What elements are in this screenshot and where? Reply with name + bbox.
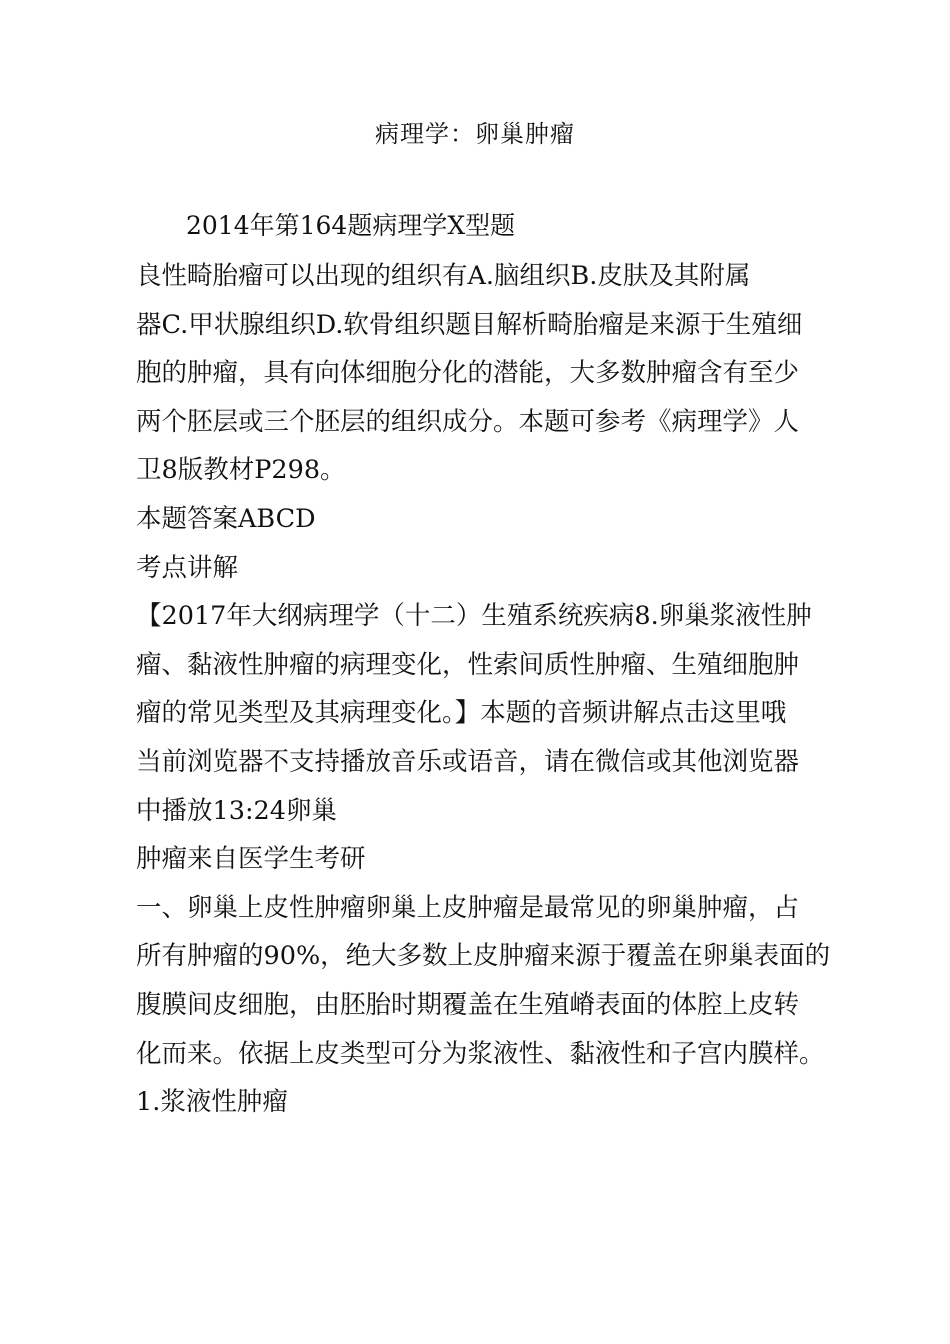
- body-line: 瘤、黏液性肿瘤的病理变化，性索间质性肿瘤、生殖细胞肿: [136, 649, 800, 680]
- body-line: 卫8版教材P298。: [136, 455, 346, 486]
- body-line: 中播放13:24卵巢: [136, 795, 337, 826]
- body-line: 器C.甲状腺组织D.软骨组织题目解析畸胎瘤是来源于生殖细: [136, 309, 803, 340]
- section-label: 考点讲解: [136, 552, 239, 583]
- body-line: 所有肿瘤的90%，绝大多数上皮肿瘤来源于覆盖在卵巢表面的: [136, 941, 831, 972]
- document-title: 病理学：卵巢肿瘤: [375, 120, 575, 148]
- body-line: 腹膜间皮细胞，由胚胎时期覆盖在生殖嵴表面的体腔上皮转: [136, 989, 800, 1020]
- body-line: 瘤的常见类型及其病理变化。】本题的音频讲解点击这里哦: [136, 698, 787, 729]
- body-line: 两个胚层或三个胚层的组织成分。本题可参考《病理学》人: [136, 406, 800, 437]
- body-line: 胞的肿瘤，具有向体细胞分化的潜能，大多数肿瘤含有至少: [136, 358, 800, 389]
- question-heading: 2014年第164题病理学X型题: [186, 211, 516, 240]
- document-body: [136, 256, 831, 1131]
- body-line: 当前浏览器不支持播放音乐或语音，请在微信或其他浏览器: [136, 746, 800, 777]
- body-line: 肿瘤来自医学生考研: [136, 844, 366, 875]
- section-heading: 1.浆液性肿瘤: [136, 1087, 288, 1118]
- answer-line: 本题答案ABCD: [136, 503, 316, 534]
- body-line: 化而来。依据上皮类型可分为浆液性、黏液性和子宫内膜样。: [136, 1038, 825, 1069]
- body-line: 一、卵巢上皮性肿瘤卵巢上皮肿瘤是最常见的卵巢肿瘤，占: [136, 892, 800, 923]
- body-line: 【2017年大纲病理学（十二）生殖系统疾病8.卵巢浆液性肿: [136, 601, 812, 632]
- body-line: 良性畸胎瘤可以出现的组织有A.脑组织B.皮肤及其附属: [136, 261, 751, 291]
